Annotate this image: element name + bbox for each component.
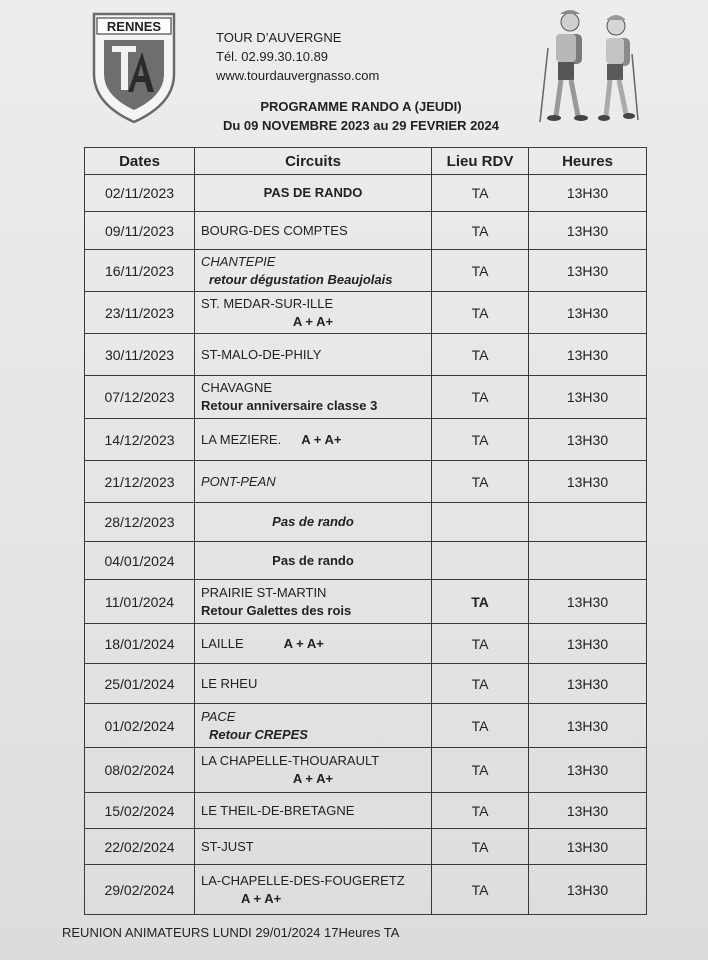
level-label: A + A+ — [301, 431, 342, 447]
time-cell: 13H30 — [529, 748, 647, 793]
circuit-name: CHAVAGNE — [201, 380, 273, 395]
table-row — [85, 419, 647, 461]
table-row — [85, 503, 647, 542]
circuit-cell: ST-MALO-DE-PHILY — [195, 334, 432, 376]
circuit-cell: ST-JUST — [195, 829, 432, 865]
schedule-table — [84, 147, 647, 915]
header-circuits: Circuits — [195, 148, 432, 175]
time-cell: 13H30 — [529, 829, 647, 865]
time-cell: 13H30 — [529, 292, 647, 334]
date-cell: 09/11/2023 — [85, 212, 195, 250]
date-cell: 02/11/2023 — [85, 175, 195, 212]
circuit-name: LA MEZIERE. — [201, 431, 282, 447]
time-cell — [529, 542, 647, 580]
meeting-place-cell: TA — [432, 334, 529, 376]
program-period: Du 09 NOVEMBRE 2023 au 29 FEVRIER 2024 — [222, 118, 499, 133]
meeting-place-cell: TA — [432, 748, 529, 793]
circuit-cell — [195, 624, 432, 664]
meeting-place-cell — [432, 542, 529, 580]
circuit-cell: Pas de rando — [195, 542, 432, 580]
date-cell: 25/01/2024 — [85, 664, 195, 704]
meeting-place-cell: TA — [432, 624, 529, 664]
circuit-cell — [195, 748, 432, 793]
date-cell: 15/02/2024 — [85, 793, 195, 829]
meeting-place-cell — [432, 503, 529, 542]
time-cell: 13H30 — [529, 704, 647, 748]
level-label: A + A+ — [292, 313, 334, 329]
table-row — [85, 748, 647, 793]
schedule-header-row — [85, 148, 647, 175]
circuit-name: CHANTEPIE — [201, 253, 276, 269]
table-row — [85, 250, 647, 292]
date-cell: 16/11/2023 — [85, 250, 195, 292]
meeting-place-cell: TA — [432, 865, 529, 915]
circuit-cell: LE RHEU — [195, 664, 432, 704]
organization-name: TOUR D’AUVERGNE — [216, 30, 342, 45]
table-row — [85, 624, 647, 664]
circuit-name: ST. MEDAR-SUR-ILLE — [201, 295, 334, 311]
date-cell: 18/01/2024 — [85, 624, 195, 664]
meeting-place-cell: TA — [432, 419, 529, 461]
meeting-place-cell: TA — [432, 461, 529, 503]
time-cell — [529, 503, 647, 542]
table-row — [85, 461, 647, 503]
circuit-cell — [195, 704, 432, 748]
date-cell: 11/01/2024 — [85, 580, 195, 624]
date-cell: 04/01/2024 — [85, 542, 195, 580]
table-row — [85, 793, 647, 829]
table-row — [85, 580, 647, 624]
header-heures: Heures — [529, 148, 647, 175]
circuit-note: Retour anniversaire classe 3 — [201, 398, 378, 413]
circuit-name: LA-CHAPELLE-DES-FOUGERETZ — [201, 872, 405, 888]
time-cell: 13H30 — [529, 580, 647, 624]
date-cell: 21/12/2023 — [85, 461, 195, 503]
table-row — [85, 829, 647, 865]
header-dates: Dates — [85, 148, 195, 175]
circuit-name: LAILLE — [201, 635, 244, 651]
date-cell: 29/02/2024 — [85, 865, 195, 915]
meeting-place-cell: TA — [432, 292, 529, 334]
meeting-place-cell: TA — [432, 664, 529, 704]
time-cell: 13H30 — [529, 250, 647, 292]
table-row — [85, 175, 647, 212]
date-cell: 30/11/2023 — [85, 334, 195, 376]
time-cell: 13H30 — [529, 461, 647, 503]
meeting-place-cell: TA — [432, 376, 529, 419]
level-label: A + A+ — [292, 771, 334, 786]
meeting-place-cell: TA — [432, 212, 529, 250]
circuit-note: Retour CREPES — [209, 726, 308, 742]
time-cell: 13H30 — [529, 175, 647, 212]
circuit-cell — [195, 376, 432, 419]
meeting-place-cell: TA — [432, 175, 529, 212]
circuit-cell: LE THEIL-DE-BRETAGNE — [195, 793, 432, 829]
date-cell: 07/12/2023 — [85, 376, 195, 419]
table-row — [85, 334, 647, 376]
time-cell: 13H30 — [529, 212, 647, 250]
organization-info — [216, 28, 379, 85]
time-cell: 13H30 — [529, 664, 647, 704]
level-label: A + A+ — [283, 635, 324, 651]
time-cell: 13H30 — [529, 334, 647, 376]
table-row — [85, 292, 647, 334]
logo-title-text: RENNES — [106, 19, 162, 34]
circuit-cell — [195, 292, 432, 334]
footer-note: REUNION ANIMATEURS LUNDI 29/01/2024 17Heures TA — [62, 925, 400, 940]
circuit-cell: PAS DE RANDO — [195, 175, 432, 212]
table-row — [85, 376, 647, 419]
circuit-name: PRAIRIE ST-MARTIN — [201, 584, 327, 600]
circuit-cell — [195, 250, 432, 292]
hikers-illustration — [530, 4, 645, 124]
circuit-name: PACE — [201, 708, 236, 724]
level-label: A + A+ — [241, 890, 282, 906]
table-row — [85, 664, 647, 704]
meeting-place-cell: TA — [432, 250, 529, 292]
circuit-cell — [195, 580, 432, 624]
meeting-place-cell: TA — [432, 793, 529, 829]
circuit-note: Retour Galettes des rois — [201, 602, 352, 618]
organization-phone: Tél. 02.99.30.10.89 — [216, 49, 329, 64]
circuit-cell: PONT-PEAN — [195, 461, 432, 503]
date-cell: 22/02/2024 — [85, 829, 195, 865]
circuit-name: LA CHAPELLE-THOUARAULT — [201, 753, 380, 768]
date-cell: 14/12/2023 — [85, 419, 195, 461]
time-cell: 13H30 — [529, 376, 647, 419]
meeting-place-cell: TA — [432, 829, 529, 865]
circuit-cell — [195, 419, 432, 461]
table-row — [85, 212, 647, 250]
time-cell: 13H30 — [529, 793, 647, 829]
circuit-cell: Pas de rando — [195, 503, 432, 542]
date-cell: 08/02/2024 — [85, 748, 195, 793]
organization-website: www.tourdauvergnasso.com — [216, 68, 380, 83]
table-row — [85, 704, 647, 748]
date-cell: 28/12/2023 — [85, 503, 195, 542]
program-heading — [180, 97, 542, 135]
program-title: PROGRAMME RANDO A (JEUDI) — [260, 99, 462, 114]
header-lieu-rdv: Lieu RDV — [432, 148, 529, 175]
time-cell: 13H30 — [529, 865, 647, 915]
circuit-cell: BOURG-DES COMPTES — [195, 212, 432, 250]
table-row — [85, 865, 647, 915]
meeting-place-cell: TA — [432, 704, 529, 748]
date-cell: 23/11/2023 — [85, 292, 195, 334]
date-cell: 01/02/2024 — [85, 704, 195, 748]
rennes-ta-logo — [90, 12, 178, 124]
circuit-cell — [195, 865, 432, 915]
time-cell: 13H30 — [529, 624, 647, 664]
time-cell: 13H30 — [529, 419, 647, 461]
circuit-note: retour dégustation Beaujolais — [209, 271, 393, 287]
table-row — [85, 542, 647, 580]
meeting-place-cell: TA — [432, 580, 529, 624]
